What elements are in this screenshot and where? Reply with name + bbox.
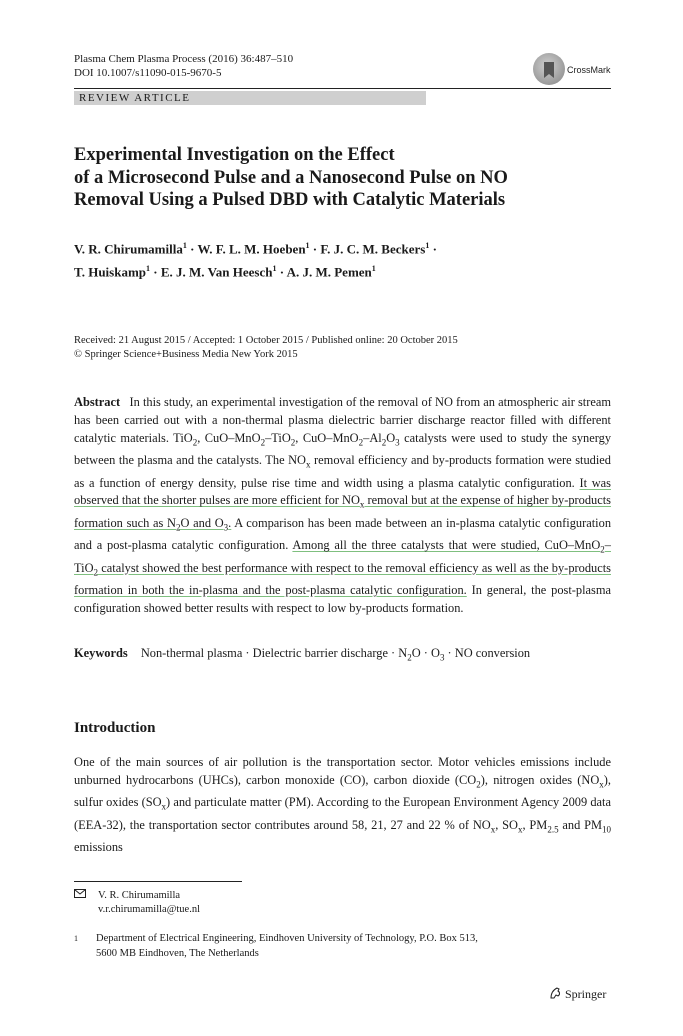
keywords: Keywords Non-thermal plasma · Dielectric barrier discharge · $N_2O \cdot O_3$ · NO conversion [74, 646, 531, 663]
springer-horse-icon [548, 986, 562, 1000]
journal-citation: Plasma Chem Plasma Process (2016) 36:487–510 [74, 53, 294, 65]
author-list: V. R. Chirumamilla$^1$ · W. F. L. M. Hoeben$^1$ · F. J. C. M. Beckers$^1$ · T. Huiskamp$^1$ · E. J. M. Van Heesch$^1$ · A. J. M. Pemen$^1$ [74, 241, 437, 280]
publication-dates: Received: 21 August 2015 / Accepted: 1 October 2015 / Published online: 20 October 2015 © Springer Science+Business Media New York 2015 [74, 334, 611, 362]
corresponding-author: V. R. Chirumamilla v.r.chirumamilla@tue.nl [74, 889, 200, 917]
crossmark-badge[interactable] [533, 53, 613, 89]
envelope-icon [74, 889, 98, 903]
author[interactable]: A. J. M. Pemen [286, 264, 372, 280]
crossmark-icon [533, 53, 565, 85]
doi[interactable]: DOI 10.1007/s11090-015-9670-5 [74, 67, 222, 79]
section-heading: Introduction [74, 720, 156, 736]
abstract-label: Abstract [74, 395, 121, 409]
article-title: Experimental Investigation on the Effect of a Microsecond Pulse and a Nanosecond Pulse on NO Removal Using a Pulsed DBD with Catalytic Materials [74, 145, 508, 210]
section-label: REVIEW ARTICLE [79, 92, 191, 104]
publisher-logo: Springer [548, 986, 606, 1002]
footnote-rule [74, 881, 242, 882]
author[interactable]: F. J. C. M. Beckers [320, 241, 426, 257]
author[interactable]: W. F. L. M. Hoeben [197, 241, 306, 257]
copyright: © Springer Science+Business Media New York 2015 [74, 349, 298, 360]
journal-header [74, 52, 293, 80]
highlight-2: Among all the three catalysts that were studied, CuO–MnO$_2$–TiO$_2$ catalyst showed the best performance with respect to the removal efficiency as well as the by-products formation in both the in-plasma and the post-plasma catalytic configuration. [74, 538, 611, 597]
header-rule [74, 88, 611, 89]
highlight-1: It was observed that the shorter pulses are more efficient for $NO_x$ removal but at the expense of higher by-products formation such as $N_2O$ and $O_3$. [74, 475, 611, 533]
author[interactable]: E. J. M. Van Heesch [160, 264, 273, 280]
author[interactable]: V. R. Chirumamilla [74, 241, 183, 257]
crossmark-label: CrossMark [567, 65, 611, 75]
abstract: Abstract In this study, an experimental investigation of the removal of NO from an atmospheric air stream has been carried out with a non-thermal plasma dielectric barrier discharge reactor filled with different catalytic materials. TiO$_2$, CuO–MnO$_2$–TiO$_2$, CuO–$MnO_2-Al_2O_3$ catalysts were used to study the synergy between the plasma and the catalysts. The $NO_x$ removal efficiency and by-products formation were studied as a function of energy density, pulse rise time and width using a plasma catalytic configuration. It was observed that the shorter pulses are more efficient for $NO_x$ removal but at the expense of higher by-products formation such as $N_2O$ and $O_3$. A comparison has been made between an in-plasma catalytic configuration and a post-plasma catalytic configuration. Among all the three catalysts that were studied, CuO–MnO$_2$–TiO$_2$ catalyst showed the best performance with respect to the removal efficiency as well as the by-products formation in both the in-plasma and the post-plasma catalytic configuration. In general, the post-plasma configuration showed better results with respect to low by-products formation. [74, 395, 612, 615]
author[interactable]: T. Huiskamp [74, 264, 147, 280]
affiliation: 1 Department of Electrical Engineering, Eindhoven University of Technology, P.O. Box 513, 5600 MB Eindhoven, The Netherlands [74, 933, 478, 959]
keywords-label: Keywords [74, 646, 128, 660]
introduction-paragraph: One of the main sources of air pollution is the transportation sector. Motor vehicles emissions include unburned hydrocarbons (UHCs), carbon monoxide (CO), carbon dioxide $(CO_2)$, nitrogen oxides $(NO_x)$, sulfur oxides $(SO_x)$ and particulate matter (PM). According to the European Environment Agency 2009 data (EEA-32), the transportation sector contributes around 58, 21, 27 and 22 % of $NO_x$, $SO_x$, $PM_{2.5}$ and $PM_{10}$ emissions [74, 755, 612, 855]
email-link[interactable]: v.r.chirumamilla@tue.nl [98, 904, 201, 915]
